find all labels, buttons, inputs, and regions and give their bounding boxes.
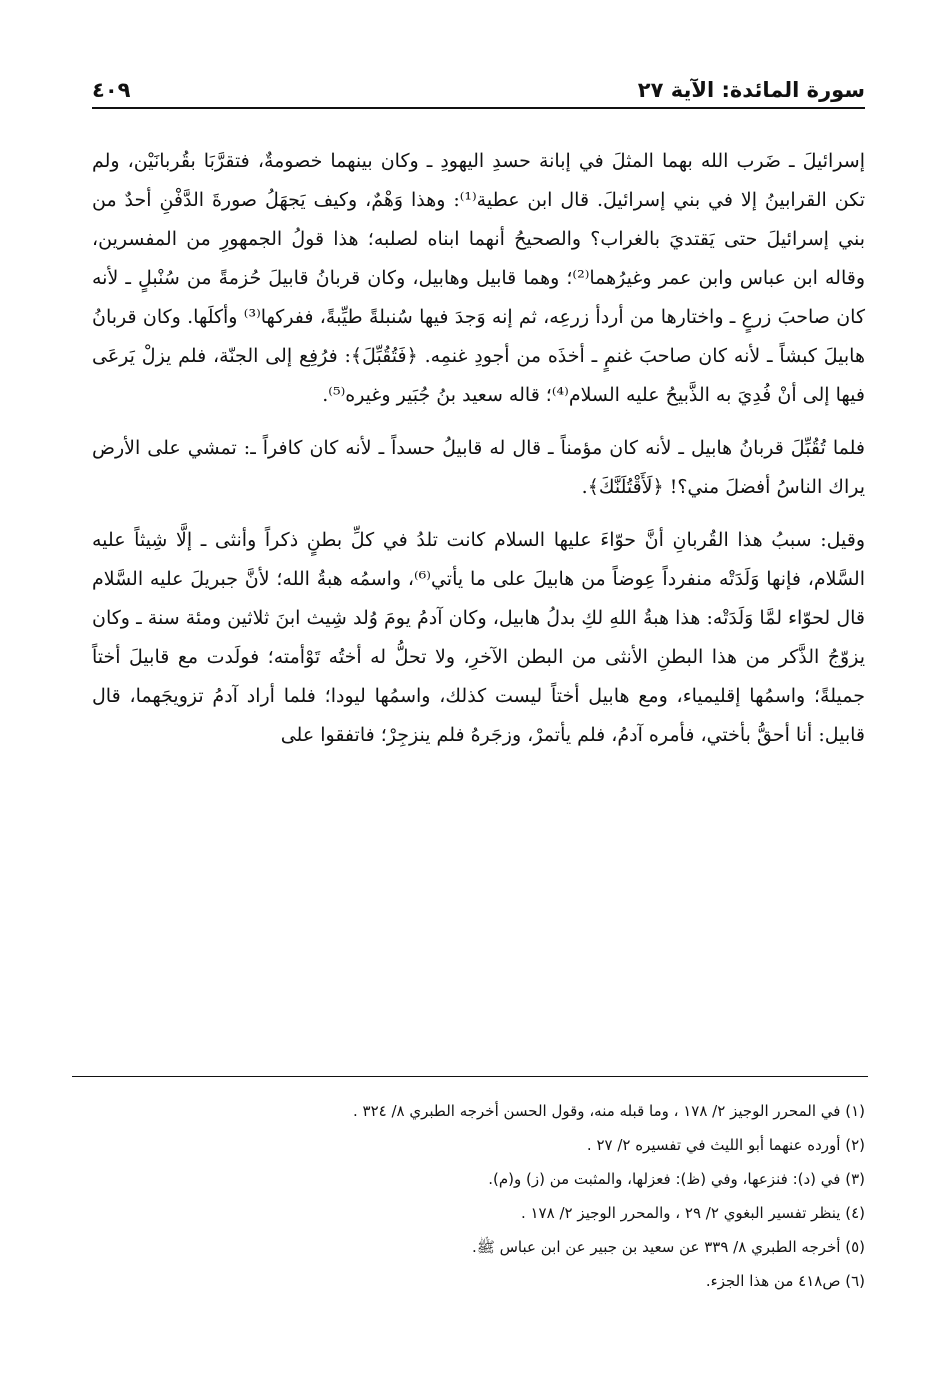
paragraph-2: فلما تُقُبِّلَ قربانُ هابيل ـ لأنه كان مؤمناً ـ قال له قابيلُ حسداً ـ لأنه كان كافراً ـ: تمشي على الأرض يراك الناسُ أفضلَ مني؟! ﴿لَأَقْتُلَنَّكَ﴾.	[92, 437, 865, 498]
footnotes	[92, 1094, 865, 1298]
paragraph-1: إسرائيلَ ـ ضَرب الله بهما المثلَ في إبانة حسدِ اليهودِ ـ وكان بينهما خصومةٌ، فتقرَّبَا بقُربانَيْن، ولم تكن القرابينُ إلا في بني إسرائيلَ. قال ابن عطية⁽¹⁾: وهذا وَهْمٌ، وكيف يَجهَلُ صورةَ الدَّفْنِ أحدٌ من بني إسرائيلَ حتى يَقتديَ بالغراب؟ والصحيحُ أنهما ابناه لصلبه؛ هذا قولُ الجمهورِ من المفسرين، وقاله ابن عباس وابن عمر وغيرُهما⁽²⁾؛ وهما قابيل وهابيل، وكان قربانُ قابيلَ حُزمةً من سُنْبلٍ ـ لأنه كان صاحبَ زرعٍ ـ واختارها من أردأ زرعِه، ثم إنه وَجدَ فيها سُنبلةً طيِّبةً، ففركها⁽³⁾ وأكلَها. وكان قربانُ هابيلَ كبشاً ـ لأنه كان صاحبَ غنمٍ ـ أخذَه من أجودِ غنمِه. ﴿فَتُقُبِّلَ﴾: فرُفِع إلى الجنّة، فلم يزلْ يَرعَى فيها إلى أنْ فُدِيَ به الذَّبيحُ عليه السلام⁽⁴⁾؛ قاله سعيد بنُ جُبَير وغيره⁽⁵⁾.	[92, 150, 865, 406]
header-surah-ayah: سورة المائدة: الآية ٢٧	[637, 78, 865, 102]
header-page-number: ٤٠٩	[92, 78, 131, 102]
footnote-separator	[72, 1076, 868, 1077]
footnote-2: (٢) أورده عنهما أبو الليث في تفسيره ٢/ ٢٧ .	[586, 1136, 865, 1154]
footnote-4: (٤) ينظر تفسير البغوي ٢/ ٢٩ ، والمحرر الوجيز ٢/ ١٧٨ .	[520, 1204, 865, 1222]
footnote-3: (٣) في (د): فنزعها، وفي (ظ): فعزلها، والمثبت من (ز) و(م).	[488, 1170, 865, 1188]
main-text	[92, 142, 865, 755]
paragraph-3: وقيل: سببُ هذا القُربانِ أنَّ حوّاءَ عليها السلام كانت تلدُ في كلِّ بطنٍ ذكراً وأنثى ـ إلَّا شِيثاً عليه السَّلام، فإنها وَلَدَتْه منفرداً عِوضاً من هابيلَ على ما يأتي⁽⁶⁾، واسمُه هبةُ الله؛ لأنَّ جبريلَ عليه السَّلام قال لحوّاء لمَّا وَلَدَتْه: هذا هبةُ اللهِ لكِ بدلُ هابيل، وكان آدمُ يومَ وُلد شِيث ابنَ ثلاثين ومئة سنة ـ وكان يزوّجُ الذَّكر من هذا البطنِ الأنثى من البطن الآخرِ، ولا تحلُّ له أختُه تَوْأمته؛ فولَدت مع قابيلَ أختاً جميلةً؛ واسمُها إقليمياء، ومع هابيل أختاً ليست كذلك، واسمُها ليودا؛ فلما أراد آدمُ تزويجَهما، قال قابيل: أنا أحقُّ بأختي، فأمره آدمُ، فلم يأتمرْ، وزجَرهُ فلم ينزجِرْ؛ فاتفقوا على	[92, 529, 865, 746]
footnote-1: (١) في المحرر الوجيز ٢/ ١٧٨ ، وما قبله منه، وقول الحسن أخرجه الطبري ٨/ ٣٢٤ .	[352, 1102, 865, 1120]
running-header	[92, 66, 865, 102]
footnote-5: (٥) أخرجه الطبري ٨/ ٣٣٩ عن سعيد بن جبير عن ابن عباس ﷺ.	[471, 1238, 865, 1256]
footnote-6: (٦) ص٤١٨ من هذا الجزء.	[705, 1272, 865, 1290]
header-rule	[92, 107, 865, 109]
